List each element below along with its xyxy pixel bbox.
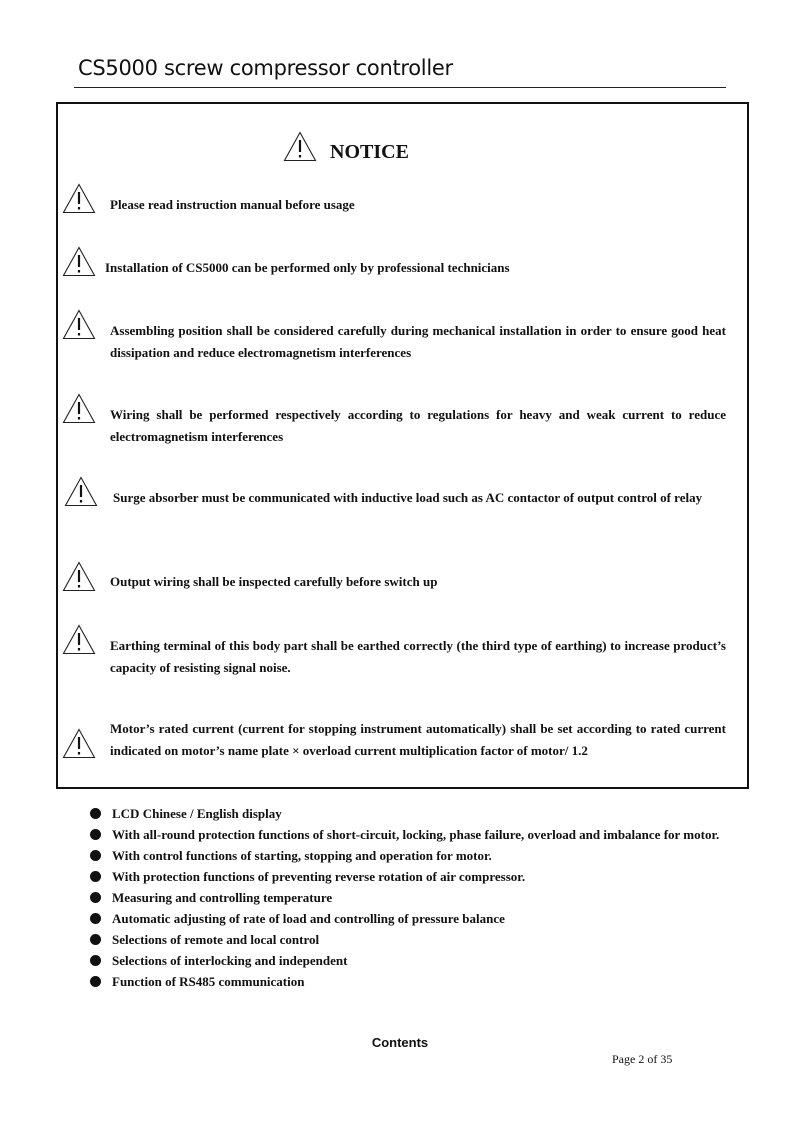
bullet-icon bbox=[90, 829, 101, 840]
warning-triangle-icon bbox=[62, 393, 96, 424]
notice-item-6: Output wiring shall be inspected carefully before switch up bbox=[110, 574, 438, 589]
bullet-icon bbox=[90, 850, 101, 861]
bullet-icon bbox=[90, 892, 101, 903]
warning-triangle-icon bbox=[62, 728, 96, 759]
feature-item: Function of RS485 communication bbox=[90, 971, 726, 992]
feature-item: LCD Chinese / English display bbox=[90, 803, 726, 824]
notice-item-2: Installation of CS5000 can be performed only by professional technicians bbox=[105, 260, 510, 275]
warning-triangle-icon bbox=[62, 309, 96, 340]
warning-triangle-icon bbox=[62, 624, 96, 655]
feature-item: Automatic adjusting of rate of load and controlling of pressure balance bbox=[90, 908, 726, 929]
bullet-icon bbox=[90, 808, 101, 819]
feature-item: With protection functions of preventing reverse rotation of air compressor. bbox=[90, 866, 726, 887]
notice-item-1: Please read instruction manual before usage bbox=[110, 197, 355, 212]
feature-item: Selections of remote and local control bbox=[90, 929, 726, 950]
bullet-icon bbox=[90, 871, 101, 882]
bullet-icon bbox=[90, 934, 101, 945]
warning-triangle-icon bbox=[283, 131, 317, 162]
notice-item-3: Assembling position shall be considered carefully during mechanical installation in order to ensure good heat dissipation and reduce electromagnetism interferences bbox=[110, 323, 726, 360]
notice-item-5: Surge absorber must be communicated with inductive load such as AC contactor of output control of relay bbox=[113, 490, 703, 505]
feature-list bbox=[90, 803, 726, 992]
warning-triangle-icon bbox=[64, 476, 98, 507]
header-divider bbox=[74, 87, 726, 88]
feature-item: Measuring and controlling temperature bbox=[90, 887, 726, 908]
feature-item: Selections of interlocking and independent bbox=[90, 950, 726, 971]
notice-item-8: Motor’s rated current (current for stopping instrument automatically) shall be set according to rated current indicated on motor’s name plate × overload current multiplication factor of motor/ 1.2 bbox=[110, 721, 726, 758]
bullet-icon bbox=[90, 913, 101, 924]
notice-item-7: Earthing terminal of this body part shall be earthed correctly (the third type of earthing) to increase product’s capacity of resisting signal noise. bbox=[110, 638, 726, 675]
warning-triangle-icon bbox=[62, 561, 96, 592]
warning-triangle-icon bbox=[62, 183, 96, 214]
bullet-icon bbox=[90, 955, 101, 966]
notice-item-4: Wiring shall be performed respectively according to regulations for heavy and weak current to reduce electromagnetism interferences bbox=[110, 407, 726, 444]
notice-heading: NOTICE bbox=[330, 141, 409, 163]
document-title: CS5000 screw compressor controller bbox=[78, 56, 453, 80]
feature-item: With control functions of starting, stopping and operation for motor. bbox=[90, 845, 726, 866]
page-number: Page 2 of 35 bbox=[612, 1052, 673, 1066]
bullet-icon bbox=[90, 976, 101, 987]
contents-heading: Contents bbox=[371, 1035, 429, 1050]
feature-item: With all-round protection functions of short-circuit, locking, phase failure, overload and imbalance for motor. bbox=[90, 824, 726, 845]
warning-triangle-icon bbox=[62, 246, 96, 277]
